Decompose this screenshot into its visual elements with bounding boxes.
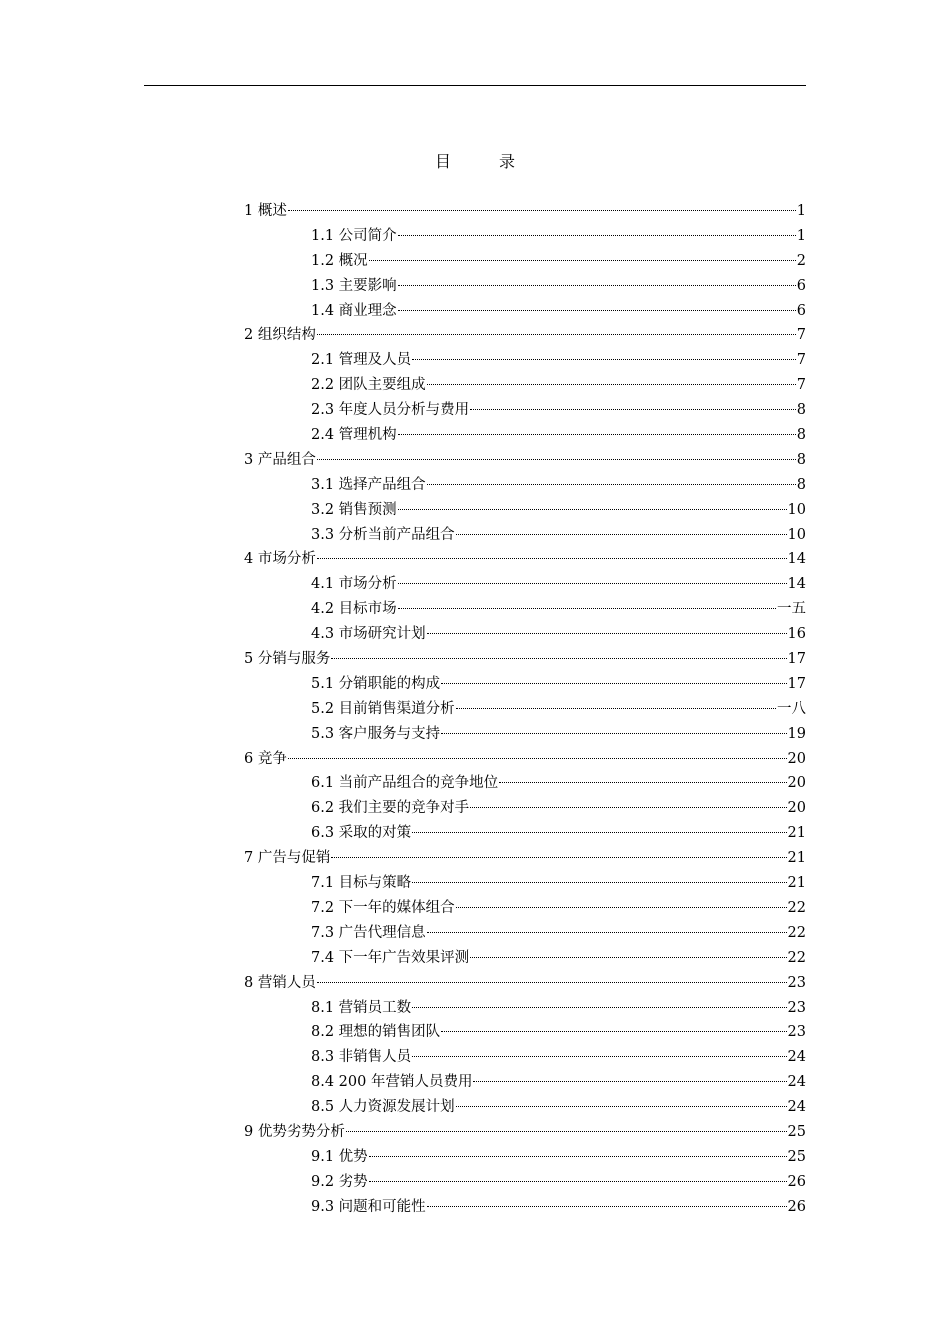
toc-dot-leader [456, 708, 776, 709]
toc-dot-leader [427, 1206, 787, 1207]
toc-dot-leader [456, 534, 787, 535]
toc-entry-page: 2 [796, 252, 806, 269]
toc-entry-label: 3.1 选择产品组合 [311, 476, 426, 493]
toc-dot-leader [317, 558, 787, 559]
toc-entry[interactable] [244, 1170, 806, 1195]
toc-entry-label: 2.3 年度人员分析与费用 [311, 402, 470, 419]
toc-entry-page: 25 [787, 1148, 806, 1165]
toc-dot-leader [398, 285, 796, 286]
toc-entry-page: 26 [787, 1198, 806, 1215]
toc-entry[interactable] [244, 423, 806, 448]
toc-entry-label: 4.3 市场研究计划 [311, 626, 426, 643]
toc-entry[interactable] [244, 672, 806, 697]
toc-entry-label: 4.2 目标市场 [311, 601, 397, 618]
toc-entry[interactable] [244, 398, 806, 423]
toc-entry[interactable] [244, 946, 806, 971]
toc-entry[interactable] [244, 448, 806, 473]
toc-entry-label: 2.1 管理及人员 [311, 352, 412, 369]
toc-dot-leader [288, 758, 787, 759]
toc-entry-label: 8.2 理想的销售团队 [311, 1024, 441, 1041]
toc-entry-page: 17 [787, 651, 806, 668]
toc-entry-page: 23 [787, 999, 806, 1016]
toc-entry-label: 1.4 商业理念 [311, 302, 397, 319]
toc-entry[interactable] [244, 348, 806, 373]
toc-entry-page: 22 [787, 899, 806, 916]
toc-list [244, 199, 806, 1220]
toc-entry[interactable] [244, 323, 806, 348]
toc-dot-leader [412, 832, 786, 833]
toc-entry-page: 20 [787, 775, 806, 792]
toc-entry-page: 6 [796, 302, 806, 319]
toc-entry[interactable] [244, 846, 806, 871]
toc-entry-page: 10 [787, 501, 806, 518]
toc-dot-leader [317, 334, 796, 335]
toc-entry[interactable] [244, 871, 806, 896]
toc-entry[interactable] [244, 1120, 806, 1145]
toc-entry[interactable] [244, 572, 806, 597]
toc-entry[interactable] [244, 647, 806, 672]
toc-entry[interactable] [244, 373, 806, 398]
toc-entry[interactable] [244, 1145, 806, 1170]
toc-dot-leader [398, 583, 787, 584]
toc-entry-label: 6.2 我们主要的竞争对手 [311, 800, 470, 817]
toc-entry-label: 1 概述 [244, 203, 287, 219]
toc-dot-leader [398, 509, 787, 510]
toc-entry[interactable] [244, 1095, 806, 1120]
toc-dot-leader [441, 1031, 786, 1032]
toc-entry[interactable] [244, 747, 806, 772]
toc-dot-leader [456, 907, 787, 908]
toc-entry-page: 23 [787, 974, 806, 991]
toc-entry-label: 9 优势劣势分析 [244, 1123, 345, 1140]
toc-entry[interactable] [244, 299, 806, 324]
toc-dot-leader [412, 1007, 786, 1008]
toc-entry-page: 24 [787, 1074, 806, 1091]
toc-entry-page: 22 [787, 924, 806, 941]
toc-entry[interactable] [244, 473, 806, 498]
toc-dot-leader [398, 608, 776, 609]
toc-dot-leader [441, 733, 786, 734]
toc-entry-label: 8 营销人员 [244, 974, 316, 991]
toc-entry-page: 14 [787, 576, 806, 593]
toc-entry-label: 7.2 下一年的媒体组合 [311, 899, 455, 916]
toc-entry-page: 17 [787, 675, 806, 692]
toc-dot-leader [470, 409, 796, 410]
toc-entry[interactable] [244, 821, 806, 846]
toc-entry-page: 16 [787, 626, 806, 643]
toc-dot-leader [427, 932, 787, 933]
toc-dot-leader [427, 484, 796, 485]
toc-entry-label: 1.2 概况 [311, 252, 368, 269]
toc-dot-leader [369, 1181, 787, 1182]
toc-entry-label: 6 竞争 [244, 750, 287, 767]
toc-dot-leader [398, 434, 796, 435]
toc-dot-leader [346, 1131, 787, 1132]
toc-entry[interactable] [244, 1195, 806, 1220]
toc-dot-leader [470, 807, 786, 808]
toc-entry-label: 7.4 下一年广告效果评测 [311, 949, 470, 966]
toc-entry[interactable] [244, 796, 806, 821]
toc-dot-leader [331, 658, 786, 659]
toc-dot-leader [412, 882, 786, 883]
toc-entry-page: 25 [787, 1123, 806, 1140]
toc-entry[interactable] [244, 771, 806, 796]
toc-entry-label: 6.3 采取的对策 [311, 825, 412, 842]
toc-dot-leader [317, 459, 796, 460]
toc-entry-label: 3 产品组合 [244, 451, 316, 468]
toc-dot-leader [369, 260, 796, 261]
toc-entry-page: 1 [796, 203, 806, 219]
toc-entry-page: 7 [796, 327, 806, 344]
toc-entry-label: 6.1 当前产品组合的竞争地位 [311, 775, 499, 792]
toc-entry-label: 1.1 公司简介 [311, 227, 397, 244]
toc-dot-leader [288, 210, 796, 211]
toc-entry-page: 24 [787, 1099, 806, 1116]
toc-entry-label: 7.3 广告代理信息 [311, 924, 426, 941]
toc-entry[interactable] [244, 224, 806, 249]
toc-dot-leader [473, 1081, 786, 1082]
toc-entry-page: 23 [787, 1024, 806, 1041]
toc-entry[interactable] [244, 1070, 806, 1095]
toc-entry-page: 8 [796, 451, 806, 468]
toc-dot-leader [456, 1106, 787, 1107]
toc-entry[interactable] [244, 722, 806, 747]
toc-dot-leader [412, 1056, 786, 1057]
toc-title-left: 目 [434, 152, 451, 171]
toc-entry[interactable] [244, 274, 806, 299]
toc-entry[interactable] [244, 1045, 806, 1070]
toc-entry-page: 7 [796, 377, 806, 394]
toc-entry-page: 一五 [777, 601, 806, 618]
toc-entry-page: 24 [787, 1049, 806, 1066]
toc-entry-label: 7 广告与促销 [244, 850, 331, 867]
toc-entry-label: 2 组织结构 [244, 327, 316, 344]
toc-dot-leader [398, 310, 796, 311]
toc-entry-page: 19 [787, 725, 806, 742]
header-rule [144, 85, 806, 86]
toc-entry[interactable] [244, 921, 806, 946]
toc-dot-leader [331, 857, 786, 858]
toc-entry-page: 21 [787, 825, 806, 842]
toc-dot-leader [441, 683, 786, 684]
toc-entry-page: 22 [787, 949, 806, 966]
toc-dot-leader [427, 384, 796, 385]
toc-entry-page: 8 [796, 476, 806, 493]
toc-dot-leader [412, 359, 796, 360]
toc-entry-page: 10 [787, 526, 806, 543]
toc-entry[interactable] [244, 523, 806, 548]
toc-entry[interactable] [244, 971, 806, 996]
toc-entry-page: 14 [787, 551, 806, 568]
toc-entry[interactable] [244, 697, 806, 722]
toc-entry-page: 20 [787, 750, 806, 767]
toc-entry-page: 7 [796, 352, 806, 369]
toc-entry[interactable] [244, 597, 806, 622]
toc-entry-label: 4.1 市场分析 [311, 576, 397, 593]
toc-title-right: 录 [499, 152, 516, 171]
toc-entry-page: 一八 [777, 700, 806, 717]
toc-entry-label: 2.4 管理机构 [311, 427, 397, 444]
toc-dot-leader [369, 1156, 787, 1157]
toc-entry-label: 3.3 分析当前产品组合 [311, 526, 455, 543]
toc-entry-label: 8.1 营销员工数 [311, 999, 412, 1016]
toc-entry-page: 1 [796, 227, 806, 244]
toc-entry-page: 8 [796, 427, 806, 444]
toc-entry-page: 26 [787, 1173, 806, 1190]
toc-entry-label: 5 分销与服务 [244, 651, 331, 668]
toc-entry-label: 8.5 人力资源发展计划 [311, 1099, 455, 1116]
toc-entry[interactable] [244, 622, 806, 647]
toc-entry-page: 20 [787, 800, 806, 817]
toc-dot-leader [470, 957, 786, 958]
toc-entry[interactable] [244, 199, 806, 224]
toc-entry[interactable] [244, 996, 806, 1021]
toc-entry-label: 5.1 分销职能的构成 [311, 675, 441, 692]
toc-entry-label: 7.1 目标与策略 [311, 875, 412, 892]
toc-entry[interactable] [244, 1020, 806, 1045]
toc-entry-label: 5.3 客户服务与支持 [311, 725, 441, 742]
toc-entry-label: 2.2 团队主要组成 [311, 377, 426, 394]
toc-entry-label: 9.1 优势 [311, 1148, 368, 1165]
toc-entry-label: 9.2 劣势 [311, 1173, 368, 1190]
toc-entry-page: 21 [787, 850, 806, 867]
toc-dot-leader [427, 633, 787, 634]
toc-entry-label: 3.2 销售预测 [311, 501, 397, 518]
toc-entry-page: 6 [796, 277, 806, 294]
toc-entry[interactable] [244, 498, 806, 523]
toc-entry-label: 1.3 主要影响 [311, 277, 397, 294]
toc-entry[interactable] [244, 249, 806, 274]
toc-title [0, 150, 950, 174]
toc-entry-label: 8.3 非销售人员 [311, 1049, 412, 1066]
toc-entry-label: 9.3 问题和可能性 [311, 1198, 426, 1215]
toc-dot-leader [499, 782, 786, 783]
toc-entry-label: 4 市场分析 [244, 551, 316, 568]
toc-dot-leader [317, 982, 787, 983]
toc-entry-page: 21 [787, 875, 806, 892]
toc-entry-label: 5.2 目前销售渠道分析 [311, 700, 455, 717]
toc-entry-page: 8 [796, 402, 806, 419]
toc-dot-leader [398, 235, 796, 236]
toc-entry[interactable] [244, 547, 806, 572]
toc-entry[interactable] [244, 896, 806, 921]
toc-entry-label: 8.4 200 年营销人员费用 [311, 1074, 473, 1091]
